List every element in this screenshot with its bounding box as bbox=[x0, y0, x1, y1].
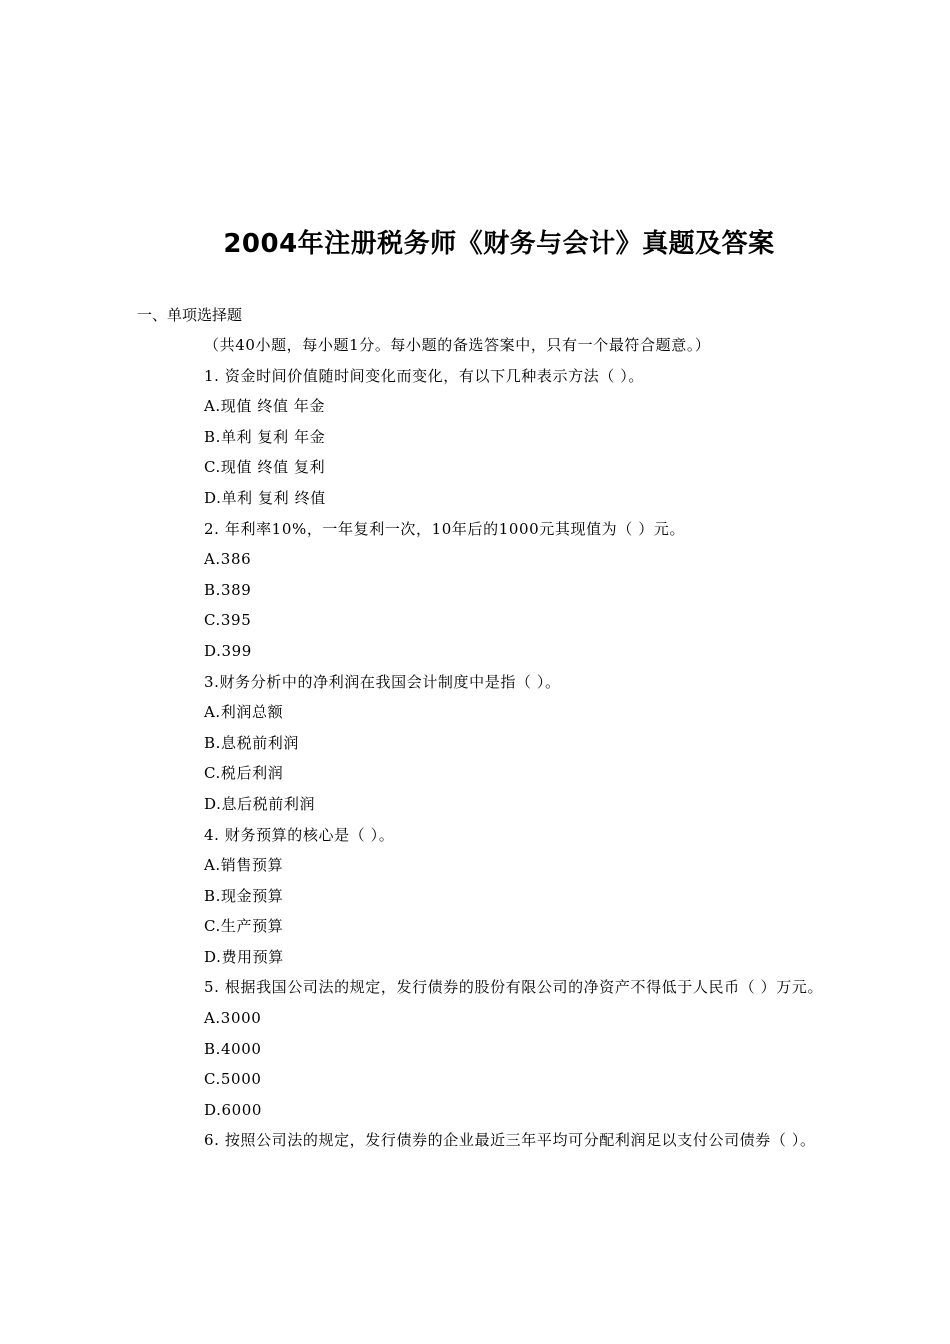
question-3-option-b: B.息税前利润 bbox=[204, 733, 299, 752]
question-3-option-a: A.利润总额 bbox=[204, 703, 284, 722]
question-1-stem: 1. 资金时间价值随时间变化而变化，有以下几种表示方法（ ）。 bbox=[204, 366, 644, 385]
question-2-option-d: D.399 bbox=[204, 641, 252, 660]
question-5-stem: 5. 根据我国公司法的规定，发行债券的股份有限公司的净资产不得低于人民币（ ）万元。 bbox=[204, 978, 824, 997]
question-3-option-c: C.税后利润 bbox=[204, 764, 284, 783]
question-2-option-a: A.386 bbox=[204, 550, 252, 569]
question-5-option-c: C.5000 bbox=[204, 1070, 262, 1089]
question-4-option-c: C.生产预算 bbox=[204, 917, 284, 936]
question-4-option-d: D.费用预算 bbox=[204, 947, 284, 966]
question-4-option-a: A.销售预算 bbox=[204, 856, 284, 875]
question-2-option-b: B.389 bbox=[204, 580, 252, 599]
question-4-option-b: B.现金预算 bbox=[204, 886, 284, 905]
question-5-option-b: B.4000 bbox=[204, 1039, 262, 1058]
question-1-option-a: A.现值 终值 年金 bbox=[204, 397, 326, 416]
section-heading: 一、单项选择题 bbox=[137, 306, 243, 324]
question-1-option-d: D.单利 复利 终值 bbox=[204, 488, 326, 507]
question-5-option-a: A.3000 bbox=[204, 1009, 262, 1028]
question-2-stem: 2. 年利率10%，一年复利一次，10年后的1000元其现值为（ ）元。 bbox=[204, 519, 686, 538]
question-3-option-d: D.息后税前利润 bbox=[204, 794, 316, 813]
question-1-option-c: C.现值 终值 复利 bbox=[204, 458, 326, 477]
question-3-stem: 3.财务分析中的净利润在我国会计制度中是指（ ）。 bbox=[204, 672, 561, 691]
question-1-option-b: B.单利 复利 年金 bbox=[204, 427, 326, 446]
question-2-option-c: C.395 bbox=[204, 611, 252, 630]
question-list bbox=[137, 330, 837, 1156]
question-5-option-d: D.6000 bbox=[204, 1100, 263, 1119]
instructions: （共40小题，每小题1分。每小题的备选答案中，只有一个最符合题意。） bbox=[204, 336, 711, 354]
question-4-stem: 4. 财务预算的核心是（ ）。 bbox=[204, 825, 395, 844]
question-6-stem: 6. 按照公司法的规定，发行债券的企业最近三年平均可分配利润足以支付公司债券（ ）。 bbox=[204, 1131, 816, 1150]
document-title: 2004年注册税务师《财务与会计》真题及答案 bbox=[223, 229, 775, 259]
